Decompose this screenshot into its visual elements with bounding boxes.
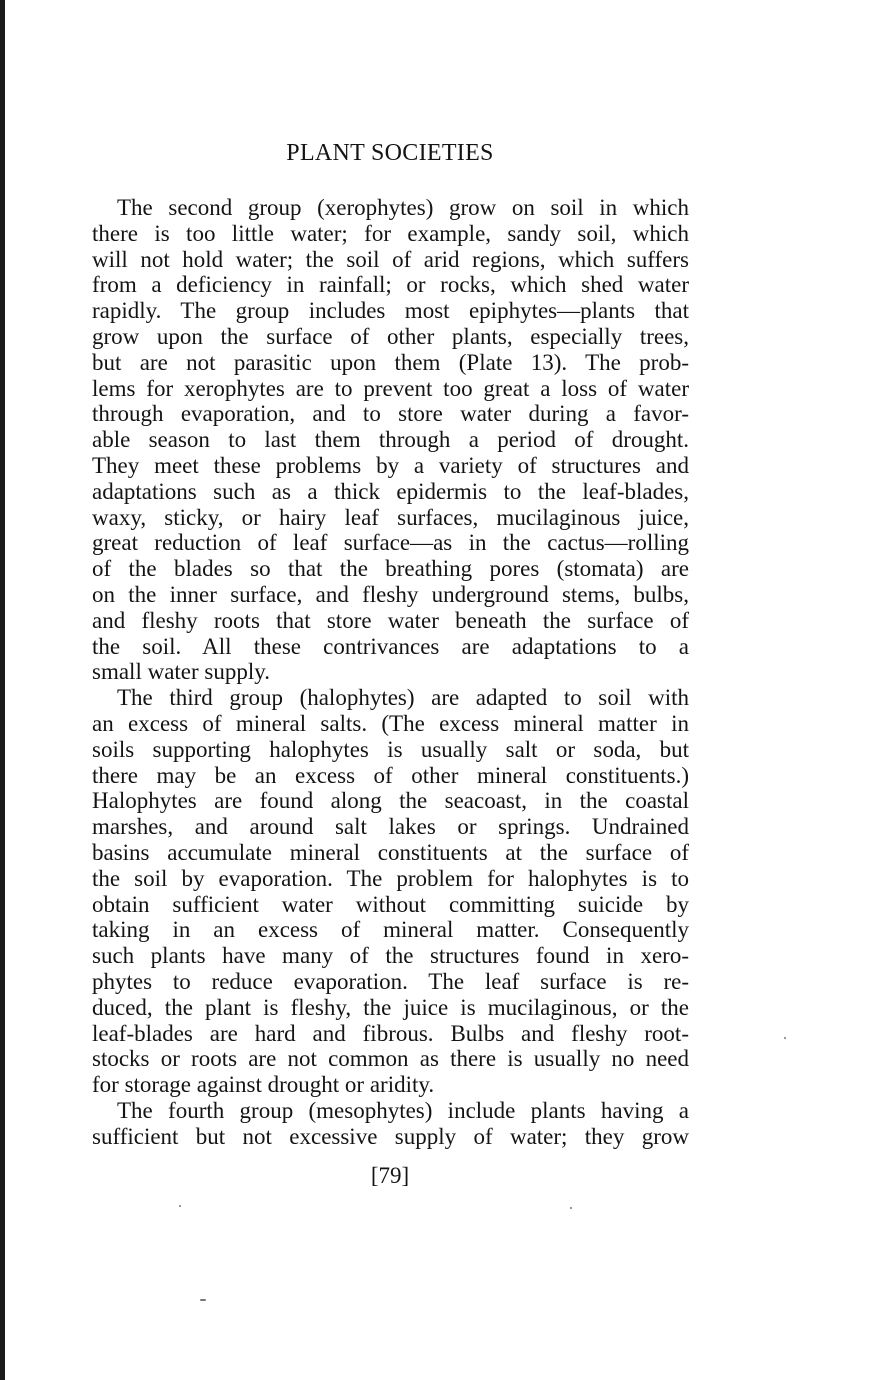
scan-speck — [179, 1205, 181, 1207]
text-line: able season to last them through a period of drought. — [92, 427, 689, 453]
text-line: leaf-blades are hard and fibrous. Bulbs and fleshy root- — [92, 1020, 689, 1046]
text-line: They meet these problems by a variety of structures and — [92, 452, 689, 478]
running-head: PLANT SOCIETIES — [286, 140, 494, 166]
text-line: and fleshy roots that store water beneath the surface of — [92, 607, 689, 633]
text-line: adaptations such as a thick epidermis to the leaf-blades, — [92, 478, 689, 504]
text-line: Halophytes are found along the seacoast, in the coastal — [92, 788, 689, 814]
text-line: basins accumulate mineral constituents at the surface of — [92, 839, 689, 865]
text-line: lems for xerophytes are to prevent too great a loss of water — [92, 375, 689, 401]
text-line: obtain sufficient water without committing suicide by — [92, 891, 689, 917]
text-line: marshes, and around salt lakes or springs. Undrained — [92, 814, 689, 840]
body-text — [92, 195, 689, 1149]
text-line: of the blades so that the breathing pores (stomata) are — [92, 556, 689, 582]
scan-speck — [200, 1299, 206, 1301]
text-line: there is too little water; for example, sandy soil, which — [92, 220, 689, 246]
text-line: soils supporting halophytes is usually salt or soda, but — [92, 736, 689, 762]
text-line: phytes to reduce evaporation. The leaf surface is re- — [92, 968, 689, 994]
text-line: waxy, sticky, or hairy leaf surfaces, mucilaginous juice, — [92, 504, 689, 530]
text-line: the soil. All these contrivances are adaptations to a — [92, 633, 689, 659]
text-line: will not hold water; the soil of arid regions, which suffers — [92, 246, 689, 272]
page-number: [79] — [370, 1163, 410, 1188]
text-line: The fourth group (mesophytes) include plants having a — [117, 1097, 689, 1123]
text-line: great reduction of leaf surface—as in the cactus—rolling — [92, 530, 689, 556]
text-line: stocks or roots are not common as there is usually no need — [92, 1046, 689, 1072]
text-line: grow upon the surface of other plants, especially trees, — [92, 323, 689, 349]
text-line: rapidly. The group includes most epiphytes—plants that — [92, 298, 689, 324]
paragraph-xerophytes — [92, 195, 689, 685]
paragraph-mesophytes — [92, 1098, 689, 1150]
text-line: The third group (halophytes) are adapted to soil with — [117, 685, 689, 711]
text-line: The second group (xerophytes) grow on soil in which — [117, 195, 689, 220]
scan-speck — [570, 1207, 572, 1209]
text-line: taking in an excess of mineral matter. Consequently — [92, 917, 689, 943]
text-line: an excess of mineral salts. (The excess mineral matter in — [92, 710, 689, 736]
text-line: sufficient but not excessive supply of water; they grow — [92, 1123, 689, 1149]
text-line: on the inner surface, and fleshy underground stems, bulbs, — [92, 581, 689, 607]
text-line: there may be an excess of other mineral constituents.) — [92, 762, 689, 788]
text-line: such plants have many of the structures found in xero- — [92, 943, 689, 969]
text-line: but are not parasitic upon them (Plate 13). The prob- — [92, 349, 689, 375]
scan-speck — [784, 1037, 786, 1039]
text-line: from a deficiency in rainfall; or rocks, which shed water — [92, 272, 689, 298]
text-line: small water supply. — [92, 659, 271, 685]
paragraph-halophytes — [92, 685, 689, 1098]
text-line: duced, the plant is fleshy, the juice is mucilaginous, or the — [92, 994, 689, 1020]
text-line: through evaporation, and to store water during a favor- — [92, 401, 689, 427]
text-line: for storage against drought or aridity. — [92, 1072, 435, 1098]
text-line: the soil by evaporation. The problem for halophytes is to — [92, 865, 689, 891]
